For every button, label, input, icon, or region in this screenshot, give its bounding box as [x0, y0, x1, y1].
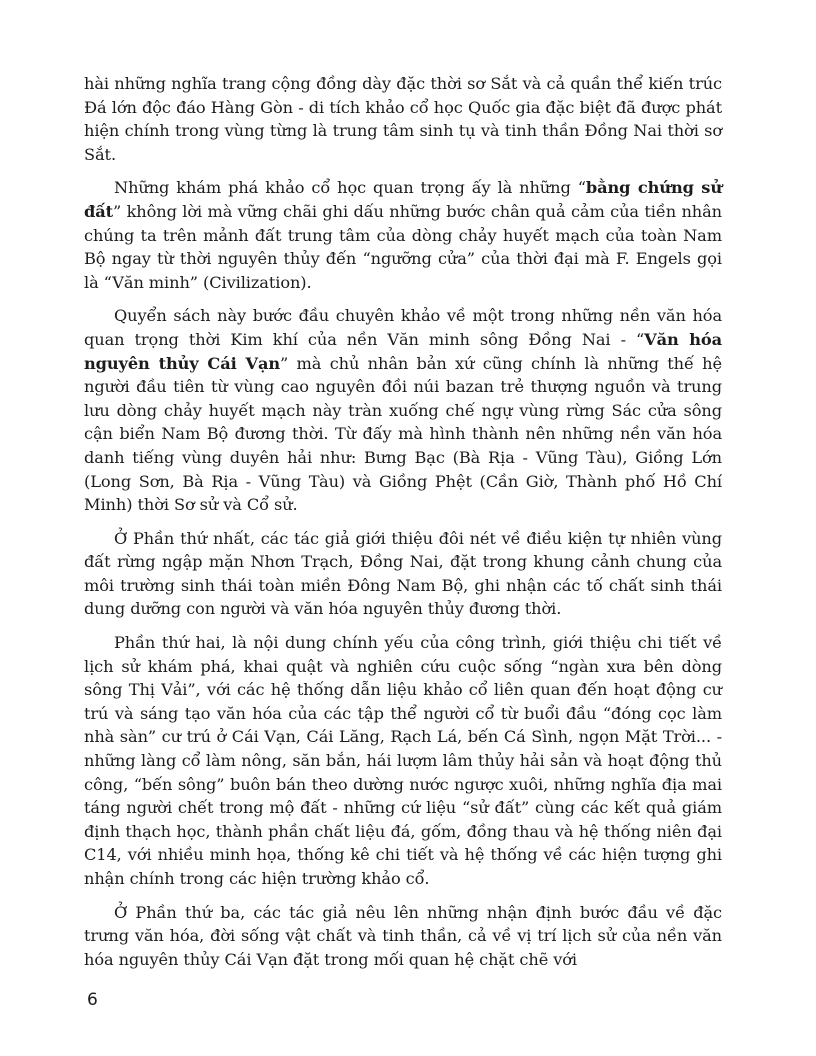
paragraph-text: ” mà chủ nhân bản xứ cũng chính là những thế hệ người đầu tiên từ vùng cao nguyên đồi núi bazan trẻ thượng nguồn và trung lưu dòng chảy huyết mạch này tràn xuống chế ngự vùng rừng Sác cửa sông cận biển Nam Bộ đương thời. Từ đấy mà hình thành nên những nền văn hóa danh tiếng vùng duyên hải như: Bưng Bạc (Bà Rịa - Vũng Tàu), Giồng Lớn (Long Sơn, Bà Rịa - Vũng Tàu) và Giồng Phệt (Cần Giờ, Thành phố Hồ Chí Minh) thời Sơ sử và Cổ sử. — [84, 353, 722, 515]
paragraph — [84, 72, 722, 166]
bold-text: Văn hóa nguyên thủy Cái Vạn — [84, 329, 722, 373]
bold-text: bằng chứng sử đất — [84, 178, 722, 221]
paragraph — [84, 304, 722, 516]
paragraph — [84, 527, 722, 621]
paragraph — [84, 631, 722, 891]
paragraph-text: Ở Phần thứ nhất, các tác giả giới thiệu đôi nét về điều kiện tự nhiên vùng đất rừng ngập mặn Nhơn Trạch, Đồng Nai, đặt trong khung cảnh chung của môi trường sinh thái toàn miền Đông Nam Bộ, ghi nhận các tố chất sinh thái dung dưỡng con người và văn hóa nguyên thủy đương thời. — [84, 528, 722, 619]
paragraph-text: hài những nghĩa trang cộng đồng dày đặc thời sơ Sắt và cả quần thể kiến trúc Đá lớn độc đáo Hàng Gòn - di tích khảo cổ học Quốc gia đặc biệt đã được phát hiện chính trong vùng từng là trung tâm sinh tụ và tinh thần Đồng Nai thời sơ Sắt. — [84, 74, 722, 164]
paragraph-text: Quyển sách này bước đầu chuyên khảo về một trong những nền văn hóa quan trọng thời Kim khí của nền Văn minh sông Đồng Nai - “ — [84, 306, 722, 349]
paragraph — [84, 176, 722, 294]
paragraph-text: Ở Phần thứ ba, các tác giả nêu lên những nhận định bước đầu về đặc trưng văn hóa, đời sống vật chất và tinh thần, cả về vị trí lịch sử của nền văn hóa nguyên thủy Cái Vạn đặt trong mối quan hệ chặt chẽ với — [84, 902, 722, 969]
page-body — [84, 72, 722, 981]
paragraph — [84, 901, 722, 972]
page-number: 6 — [87, 990, 98, 1010]
paragraph-text: Những khám phá khảo cổ học quan trọng ấy là những “ — [114, 178, 586, 198]
paragraph-text: ” không lời mà vững chãi ghi dấu những bước chân quả cảm của tiền nhân chúng ta trên mảnh đất trung tâm của dòng chảy huyết mạch của toàn Nam Bộ ngay từ thời nguyên thủy đến “ngưỡng cửa” của thời đại mà F. Engels gọi là “Văn minh” (Civilization). — [84, 201, 722, 292]
paragraph-text: Phần thứ hai, là nội dung chính yếu của công trình, giới thiệu chi tiết về lịch sử khám phá, khai quật và nghiên cứu cuộc sống “ngàn xưa bên dòng sông Thị Vải”, với các hệ thống dẫn liệu khảo cổ liên quan đến hoạt động cư trú và sáng tạo văn hóa của các tập thể người cổ từ buổi đầu “đóng cọc làm nhà sàn” cư trú ở Cái Vạn, Cái Lăng, Rạch Lá, bến Cá Sình, ngọn Mặt Trời... - những làng cổ làm nông, săn bắn, hái lượm lâm thủy hải sản và hoạt động thủ công, “bến sông” buôn bán theo dường nước ngược xuôi, những nghĩa địa mai táng người chết trong mộ đất - những cứ liệu “sử đất” cùng các kết quả giám định thạch học, thành phần chất liệu đá, gốm, đồng thau và hệ thống niên đại C14, với nhiều minh họa, thống kê chi tiết và hệ thống về các hiện tượng ghi nhận chính trong các hiện trường khảo cổ. — [84, 633, 722, 888]
